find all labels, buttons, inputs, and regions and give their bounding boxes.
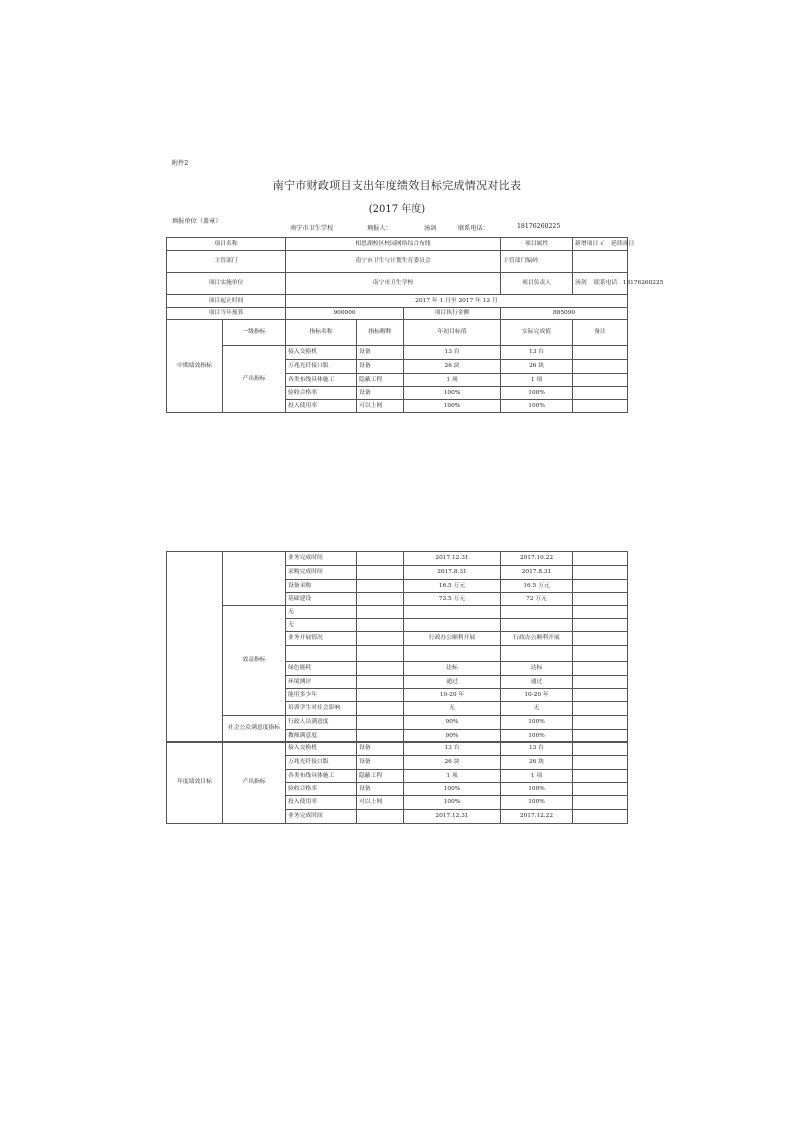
cell-name: 接入交换机: [286, 742, 357, 756]
cell-name: 投入使用率: [286, 400, 357, 413]
cell-name: [286, 646, 357, 662]
cell-name: 教师满意度: [286, 730, 357, 743]
cell-note: [573, 566, 628, 580]
table-row: [167, 742, 628, 756]
cell-actual: 通过: [501, 676, 573, 689]
col-target: 年初目标值: [404, 320, 501, 346]
cell-explain: 隐蔽工程: [357, 770, 404, 783]
table-row: [167, 346, 628, 360]
cell-target: 16.5 万元: [404, 580, 501, 593]
cell-target: [404, 646, 501, 662]
cell-actual: 2017.8.31: [501, 566, 573, 580]
table-row: [167, 606, 628, 619]
cell-actual: 13 台: [501, 742, 573, 756]
cell-target: 2017.12.31: [404, 552, 501, 566]
cell-name: 验收合格率: [286, 783, 357, 796]
cell-name: 无: [286, 606, 357, 619]
cell-name: 基础建设: [286, 593, 357, 606]
cell-name: 各类布线具体施工: [286, 374, 357, 387]
page-subtitle-year: (2017 年度): [368, 204, 426, 215]
unit-label: 填报单位（盖章）: [172, 218, 222, 225]
cell-actual: 26 块: [501, 756, 573, 770]
cell-explain: 隐蔽工程: [357, 374, 404, 387]
cell-target: [404, 606, 501, 619]
filler-value: 汤剑: [424, 225, 437, 232]
cell-target: 达标: [404, 662, 501, 676]
cell-note: [573, 662, 628, 676]
attr-new: 新增项目 √: [575, 240, 604, 247]
cell-note: [573, 580, 628, 593]
cell-actual: 行政办公顺利开展: [501, 632, 573, 646]
cell-actual: 100%: [501, 716, 573, 730]
col-explain: 指标解释: [357, 320, 404, 346]
cell-target: 26 块: [404, 756, 501, 770]
cell-target: 73.5 万元: [404, 593, 501, 606]
page-title: 南宁市财政项目支出年度绩效目标完成情况对比表: [272, 179, 522, 192]
cell-target: 100%: [404, 783, 501, 796]
p2-output-group-blank: [223, 552, 286, 606]
satisfaction-group: 社会公众满意度指标: [223, 716, 286, 743]
owner-and-tel: [573, 273, 664, 295]
cell-name: 行政人员满意度: [286, 716, 357, 730]
cell-target: 10-20 年: [404, 689, 501, 702]
cell-explain: [357, 810, 404, 824]
cell-actual: 13 台: [501, 346, 573, 360]
cell-target: 1 项: [404, 374, 501, 387]
annual-table: [166, 741, 628, 824]
cell-note: [573, 742, 628, 756]
cell-name: 万兆光纤接口版: [286, 360, 357, 374]
cell-actual: 100%: [501, 400, 573, 413]
dept-value: 南宁市卫生与计划生育委员会: [286, 251, 501, 273]
cell-explain: [357, 689, 404, 702]
cell-explain: [357, 676, 404, 689]
cell-name: 业务开展情况: [286, 632, 357, 646]
impl-value: 南宁市卫生学校: [286, 273, 501, 295]
cell-target: 2017.8.31: [404, 566, 501, 580]
cell-name: 业务完成时间: [286, 810, 357, 824]
cell-actual: 100%: [501, 783, 573, 796]
owner-value: 汤剑: [575, 280, 587, 287]
impl-label: 项目实施单位: [167, 273, 286, 295]
tel-label: 联系电话: [594, 280, 618, 287]
cell-note: [573, 374, 628, 387]
cell-actual: 1 项: [501, 374, 573, 387]
cell-explain: [357, 702, 404, 716]
cell-name: 各类布线具体施工: [286, 770, 357, 783]
cell-name: 设备采购: [286, 580, 357, 593]
cell-explain: [357, 566, 404, 580]
cell-name: 环境测评: [286, 676, 357, 689]
cell-target: 2017.12.31: [404, 810, 501, 824]
mid-output-group: 产出指标: [223, 346, 286, 413]
cell-target: 90%: [404, 730, 501, 743]
cell-actual: 无: [501, 702, 573, 716]
cell-target: 26 块: [404, 360, 501, 374]
cell-actual: 100%: [501, 730, 573, 743]
cell-note: [573, 552, 628, 566]
cell-explain: [357, 552, 404, 566]
row-project-name: [167, 238, 628, 251]
cell-actual: [501, 619, 573, 632]
cell-note: [573, 360, 628, 374]
attr-continue: 延续项目: [611, 240, 635, 247]
cell-note: [573, 606, 628, 619]
cell-note: [573, 400, 628, 413]
cell-target: 行政办公顺利开展: [404, 632, 501, 646]
cell-target: [404, 619, 501, 632]
project-name-label: 项目名称: [167, 238, 286, 251]
benefit-group: 效益指标: [223, 606, 286, 716]
exec-label: 项目执行金额: [404, 308, 501, 320]
cell-target: 13 台: [404, 346, 501, 360]
tel-value: 18176260225: [622, 280, 664, 287]
unit-value: 南宁市卫生学校: [290, 225, 334, 232]
p2-merged-left: [167, 552, 223, 743]
cell-actual: 1 项: [501, 770, 573, 783]
row-department: [167, 251, 628, 273]
cell-explain: [357, 619, 404, 632]
table-row: [167, 716, 628, 730]
exec-value: 885090: [501, 308, 628, 320]
cell-note: [573, 702, 628, 716]
cell-explain: [357, 646, 404, 662]
row-implementer: [167, 273, 628, 295]
cell-target: 100%: [404, 796, 501, 810]
cell-explain: [357, 606, 404, 619]
cell-explain: 设备: [357, 783, 404, 796]
row-column-headers: [167, 320, 628, 346]
cell-name: 无: [286, 619, 357, 632]
row-period: [167, 295, 628, 308]
dept-code-label: 主管部门编码: [501, 251, 573, 273]
budget-value: 900000: [286, 308, 404, 320]
cell-actual: 达标: [501, 662, 573, 676]
phone-value: 18176260225: [517, 223, 561, 230]
col-level1: 一级指标: [223, 320, 286, 346]
cell-actual: 2017.10.22: [501, 552, 573, 566]
cell-note: [573, 346, 628, 360]
cell-note: [573, 756, 628, 770]
project-attr-label: 项目属性: [501, 238, 573, 251]
cell-note: [573, 387, 628, 400]
cell-name: 万兆光纤接口版: [286, 756, 357, 770]
cell-target: 1 项: [404, 770, 501, 783]
cell-explain: 可以上网: [357, 400, 404, 413]
cell-name: 业务完成时间: [286, 552, 357, 566]
cell-target: 100%: [404, 400, 501, 413]
cell-note: [573, 689, 628, 702]
cell-actual: [501, 606, 573, 619]
cell-name: 接入交换机: [286, 346, 357, 360]
cell-name: 培训学生对社会影响: [286, 702, 357, 716]
cell-name: 能用多少年: [286, 689, 357, 702]
col-note: 备注: [573, 320, 628, 346]
phone-label: 联系电话：: [458, 225, 489, 232]
cell-name: 绿色能耗: [286, 662, 357, 676]
attachment-label: 附件2: [172, 160, 189, 167]
cell-explain: 可以上网: [357, 796, 404, 810]
performance-table-page1: [166, 237, 664, 413]
cell-explain: [357, 632, 404, 646]
dept-label: 主管部门: [167, 251, 286, 273]
cell-explain: [357, 593, 404, 606]
cell-actual: 16.5 万元: [501, 580, 573, 593]
col-actual: 实际完成值: [501, 320, 573, 346]
cell-explain: 设备: [357, 346, 404, 360]
cell-note: [573, 619, 628, 632]
cell-note: [573, 646, 628, 662]
cell-note: [573, 593, 628, 606]
cell-note: [573, 783, 628, 796]
filler-label: 填报人：: [367, 225, 392, 232]
project-name-value: 相思湖校区校园网络综合布线: [286, 238, 501, 251]
cell-name: 投入使用率: [286, 796, 357, 810]
performance-table-page2: [166, 551, 628, 743]
cell-actual: 100%: [501, 796, 573, 810]
cell-target: 无: [404, 702, 501, 716]
cell-note: [573, 716, 628, 730]
cell-actual: 2017.12.22: [501, 810, 573, 824]
cell-explain: [357, 716, 404, 730]
cell-name: 验收合格率: [286, 387, 357, 400]
cell-note: [573, 632, 628, 646]
cell-target: 通过: [404, 676, 501, 689]
cell-target: 90%: [404, 716, 501, 730]
row-budget: [167, 308, 628, 320]
period-label: 项目起止时间: [167, 295, 286, 308]
cell-note: [573, 770, 628, 783]
cell-actual: 10-20 年: [501, 689, 573, 702]
project-attr-value: [573, 238, 635, 251]
cell-explain: 设备: [357, 756, 404, 770]
budget-label: 项目当年预算: [167, 308, 286, 320]
cell-actual: [501, 646, 573, 662]
cell-actual: 100%: [501, 387, 573, 400]
cell-actual: 72 万元: [501, 593, 573, 606]
cell-explain: 设备: [357, 360, 404, 374]
annual-output-group: 产出指标: [223, 742, 286, 824]
cell-explain: 设备: [357, 742, 404, 756]
owner-label: 项目负责人: [501, 273, 573, 295]
cell-note: [573, 796, 628, 810]
annual-label: 年度绩效目标: [167, 742, 223, 824]
col-name: 指标名称: [286, 320, 357, 346]
cell-note: [573, 810, 628, 824]
cell-explain: [357, 580, 404, 593]
cell-target: 13 台: [404, 742, 501, 756]
cell-target: 100%: [404, 387, 501, 400]
period-value: 2017 年 1 月至 2017 年 12 月: [286, 295, 628, 308]
mid-term-label: 中期绩效指标: [167, 320, 223, 413]
cell-explain: [357, 662, 404, 676]
dept-code-value: [573, 251, 628, 273]
cell-note: [573, 676, 628, 689]
cell-explain: 设备: [357, 387, 404, 400]
table-row: [167, 552, 628, 566]
cell-actual: 26 块: [501, 360, 573, 374]
cell-name: 采购完成时间: [286, 566, 357, 580]
